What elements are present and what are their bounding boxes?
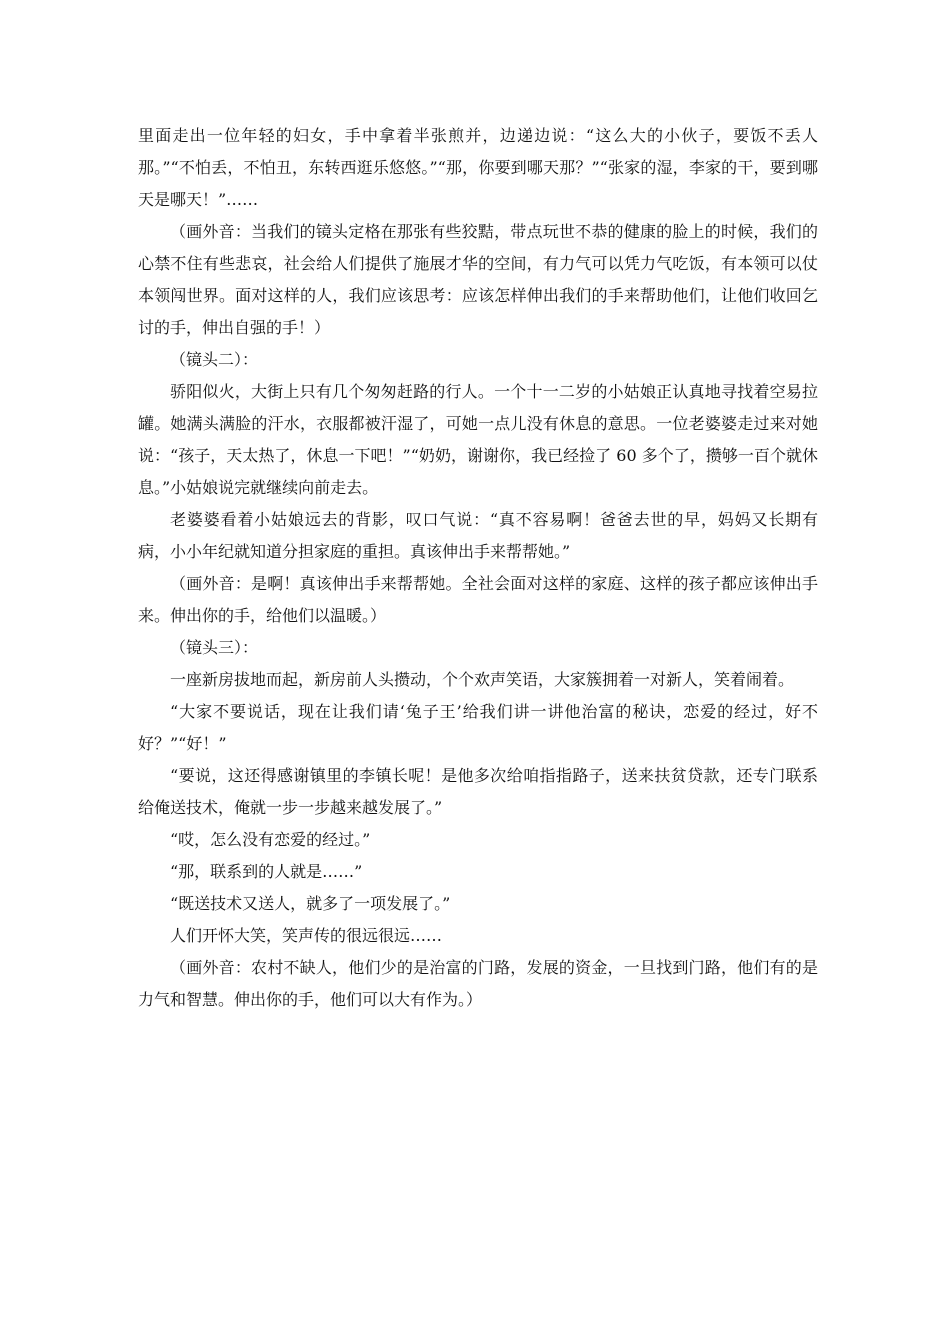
paragraph-scene-3-dialogue-1: “大家不要说话，现在让我们请‘兔子王’给我们讲一讲他治富的秘诀，恋爱的经过，好不好？”“好！”: [138, 702, 818, 753]
paragraph-scene-2-narrative: 骄阳似火，大街上只有几个匆匆赶路的行人。一个十一二岁的小姑娘正认真地寻找着空易拉罐。她满头满脸的汗水，衣服都被汗湿了，可她一点儿没有休息的意思。一位老婆婆走过来对她说：“孩子，天太热了，休息一下吧！”“奶奶，谢谢你，我已经捡了 60 多个了，攒够一百个就休息。”小姑娘说完就继续向前走去。: [138, 382, 818, 497]
paragraph-voiceover-3: （画外音：农村不缺人，他们少的是治富的门路，发展的资金，一旦找到门路，他们有的是力气和智慧。伸出你的手，他们可以大有作为。）: [138, 958, 818, 1009]
document-body: [138, 120, 818, 1016]
scene-heading-2: （镜头二）：: [170, 350, 259, 369]
paragraph-scene-3-dialogue-5: “既送技术又送人，就多了一项发展了。”: [170, 894, 451, 913]
scene-heading-3: （镜头三）：: [170, 638, 259, 657]
paragraph-continuation: 里面走出一位年轻的妇女，手中拿着半张煎并，边递边说：“这么大的小伙子，要饭不丢人那。”“不怕丢，不怕丑，东转西逛乐悠悠。”“那，你要到哪天那？”“张家的湿，李家的干，要到哪天是哪天！”……: [138, 126, 818, 209]
paragraph-scene-3-opening: 一座新房拔地而起，新房前人头攒动，个个欢声笑语，大家簇拥着一对新人，笑着闹着。: [170, 670, 795, 689]
paragraph-scene-3-dialogue-2: “要说，这还得感谢镇里的李镇长呢！是他多次给咱指指路子，送来扶贫贷款，还专门联系给俺送技术，俺就一步一步越来越发展了。”: [138, 766, 818, 817]
paragraph-voiceover-1: （画外音：当我们的镜头定格在那张有些狡黠，带点玩世不恭的健康的脸上的时候，我们的心禁不住有些悲哀，社会给人们提供了施展才华的空间，有力气可以凭力气吃饭，有本领可以仗本领闯世界。面对这样的人，我们应该思考：应该怎样伸出我们的手来帮助他们，让他们收回乞讨的手，伸出自强的手！）: [138, 222, 818, 337]
paragraph-scene-3-dialogue-3: “哎，怎么没有恋爱的经过。”: [170, 830, 371, 849]
paragraph-scene-2-grandma: 老婆婆看着小姑娘远去的背影，叹口气说：“真不容易啊！爸爸去世的早，妈妈又长期有病，小小年纪就知道分担家庭的重担。真该伸出手来帮帮她。”: [138, 510, 818, 561]
paragraph-voiceover-2: （画外音：是啊！真该伸出手来帮帮她。全社会面对这样的家庭、这样的孩子都应该伸出手来。伸出你的手，给他们以温暖。）: [138, 574, 818, 625]
paragraph-scene-3-laughter: 人们开怀大笑，笑声传的很远很远……: [170, 926, 443, 945]
paragraph-scene-3-dialogue-4: “那，联系到的人就是……”: [170, 862, 363, 881]
